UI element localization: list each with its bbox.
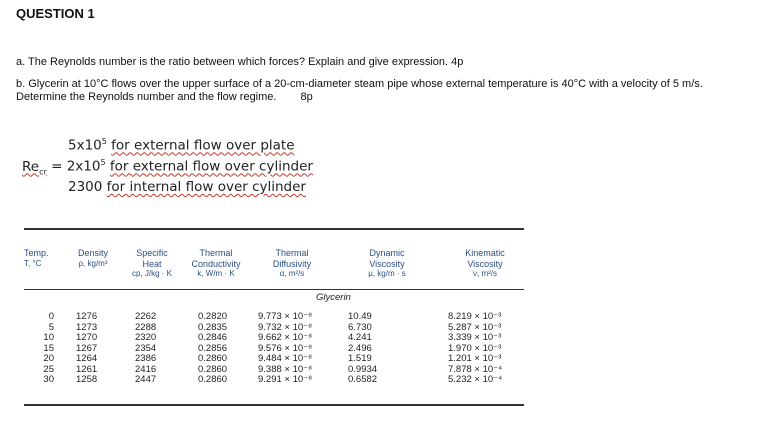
cell-nu: 5.287 × 10⁻³	[448, 321, 502, 333]
hdr-l3: k, W/m · K	[197, 269, 235, 278]
cell-temp: 10	[43, 332, 54, 343]
question-part-b-line1: b. Glycerin at 10°C flows over the upper surface of a 20-cm-diameter steam pipe whose external temperature is 40°C with a velocity of 5 m/s.	[16, 78, 703, 90]
hdr-l2: Diffusivity	[272, 258, 312, 269]
section-label-glycerin: Glycerin	[316, 292, 351, 303]
cell-cp: 2262	[135, 311, 157, 322]
hdr-l3: α, m²/s	[279, 269, 305, 278]
header-temp	[24, 248, 54, 269]
equals: =	[51, 158, 63, 175]
cell-temp: 30	[43, 374, 54, 385]
description: for external flow over cylinder	[109, 158, 313, 175]
cell-temp: 0	[48, 311, 54, 322]
header-density	[68, 248, 118, 269]
value: 2300	[68, 179, 103, 195]
cell-k: 0.2860	[198, 353, 228, 364]
cell-mu: 4.241	[348, 332, 372, 343]
part-b-points: 8p	[300, 91, 313, 103]
cell-k: 0.2835	[198, 321, 228, 333]
exponent: 5	[101, 137, 107, 146]
table-row	[0, 364, 560, 374]
hdr-l1: Dynamic	[369, 248, 405, 258]
cell-mu: 2.496	[348, 342, 372, 354]
cell-density: 1261	[76, 363, 98, 375]
header-kinematic-viscosity	[450, 248, 520, 280]
hdr-l2: Temp.	[24, 248, 49, 258]
hdr-l2: Viscosity	[369, 258, 405, 269]
hdr-l1: Thermal	[199, 248, 233, 258]
cell-cp: 2288	[135, 321, 157, 333]
table-header-rule	[24, 289, 524, 290]
re-subscript: cr	[39, 167, 47, 177]
re-main: Re	[22, 158, 40, 175]
hdr-l3: ν, m²/s	[473, 269, 497, 278]
cell-nu: 1.201 × 10⁻³	[448, 353, 502, 364]
cell-temp: 5	[48, 321, 54, 333]
cell-alpha: 9.732 × 10⁻⁸	[258, 321, 313, 333]
cell-temp: 25	[43, 363, 54, 375]
cell-cp: 2386	[135, 353, 157, 364]
cell-alpha: 9.484 × 10⁻⁸	[258, 353, 313, 364]
cell-density: 1270	[76, 332, 98, 343]
hdr-l2: Viscosity	[467, 258, 503, 269]
cell-alpha: 9.773 × 10⁻⁸	[258, 311, 313, 322]
hdr-l1: Thermal	[275, 248, 309, 258]
cell-mu: 6.730	[348, 321, 372, 333]
cell-mu: 1.519	[348, 353, 372, 364]
cell-alpha: 9.576 × 10⁻⁸	[258, 342, 313, 354]
cell-temp: 20	[43, 353, 54, 364]
hdr-l1: Kinematic	[465, 248, 505, 258]
cell-nu: 3.339 × 10⁻³	[448, 332, 502, 343]
cell-k: 0.2860	[198, 374, 228, 385]
exponent: 5	[100, 158, 106, 167]
cell-density: 1273	[76, 321, 98, 333]
cell-cp: 2416	[135, 363, 157, 375]
cell-k: 0.2846	[198, 332, 228, 343]
cell-alpha: 9.291 × 10⁻⁸	[258, 374, 313, 385]
cell-density: 1276	[76, 311, 98, 322]
cell-k: 0.2860	[198, 363, 228, 375]
cell-density: 1258	[76, 374, 98, 385]
cell-alpha: 9.388 × 10⁻⁸	[258, 363, 313, 375]
cell-nu: 1.970 × 10⁻³	[448, 342, 502, 354]
hdr-l3: cp, J/kg · K	[131, 269, 172, 278]
re-symbol	[22, 159, 47, 175]
cell-cp: 2354	[135, 342, 157, 354]
reynolds-line-cylinder	[22, 158, 313, 176]
cell-cp: 2320	[135, 332, 157, 343]
header-dynamic-viscosity	[352, 248, 422, 280]
hdr-l1: Specific	[136, 248, 168, 258]
cell-mu: 0.9934	[348, 363, 378, 375]
description: for external flow over plate	[111, 137, 295, 154]
cell-density: 1267	[76, 342, 98, 354]
table-row	[0, 343, 560, 353]
cell-density: 1264	[76, 353, 98, 364]
hdr-l3: T, °C	[24, 258, 42, 268]
value: 2x10	[66, 158, 101, 175]
question-title: QUESTION 1	[16, 6, 95, 21]
hdr-l3: ρ, kg/m³	[78, 258, 108, 268]
cell-alpha: 9.662 × 10⁻⁸	[258, 332, 313, 343]
cell-nu: 8.219 × 10⁻³	[448, 311, 502, 322]
hdr-l2: Heat	[142, 258, 162, 269]
table-row	[0, 353, 560, 363]
hdr-l2: Conductivity	[191, 258, 241, 269]
hdr-l2: Density	[77, 248, 108, 258]
reynolds-line-plate	[68, 137, 295, 154]
value: 5x10	[68, 137, 102, 154]
table-top-rule	[24, 228, 524, 230]
question-part-b-line2	[16, 91, 313, 103]
hdr-l3: μ, kg/m · s	[368, 269, 406, 278]
cell-mu: 0.6582	[348, 374, 378, 385]
reynolds-line-internal	[68, 179, 306, 195]
table-row	[0, 332, 560, 342]
table-row	[0, 374, 560, 384]
cell-nu: 5.232 × 10⁻⁴	[448, 374, 503, 385]
cell-nu: 7.878 × 10⁻⁴	[448, 363, 503, 375]
cell-k: 0.2856	[198, 342, 228, 354]
cell-k: 0.2820	[198, 311, 228, 322]
question-part-a: a. The Reynolds number is the ratio between which forces? Explain and give expression. 4p	[16, 56, 464, 68]
header-diffusivity	[262, 248, 322, 280]
cell-cp: 2447	[135, 374, 157, 385]
header-specific-heat	[122, 248, 182, 280]
header-conductivity	[184, 248, 248, 280]
cell-temp: 15	[43, 342, 54, 354]
table-row	[0, 311, 560, 321]
part-b-text: Determine the Reynolds number and the flow regime.	[16, 91, 277, 103]
table-bottom-rule	[24, 404, 524, 406]
cell-mu: 10.49	[348, 311, 372, 322]
description: for internal flow over cylinder	[106, 179, 306, 195]
table-row	[0, 322, 560, 332]
